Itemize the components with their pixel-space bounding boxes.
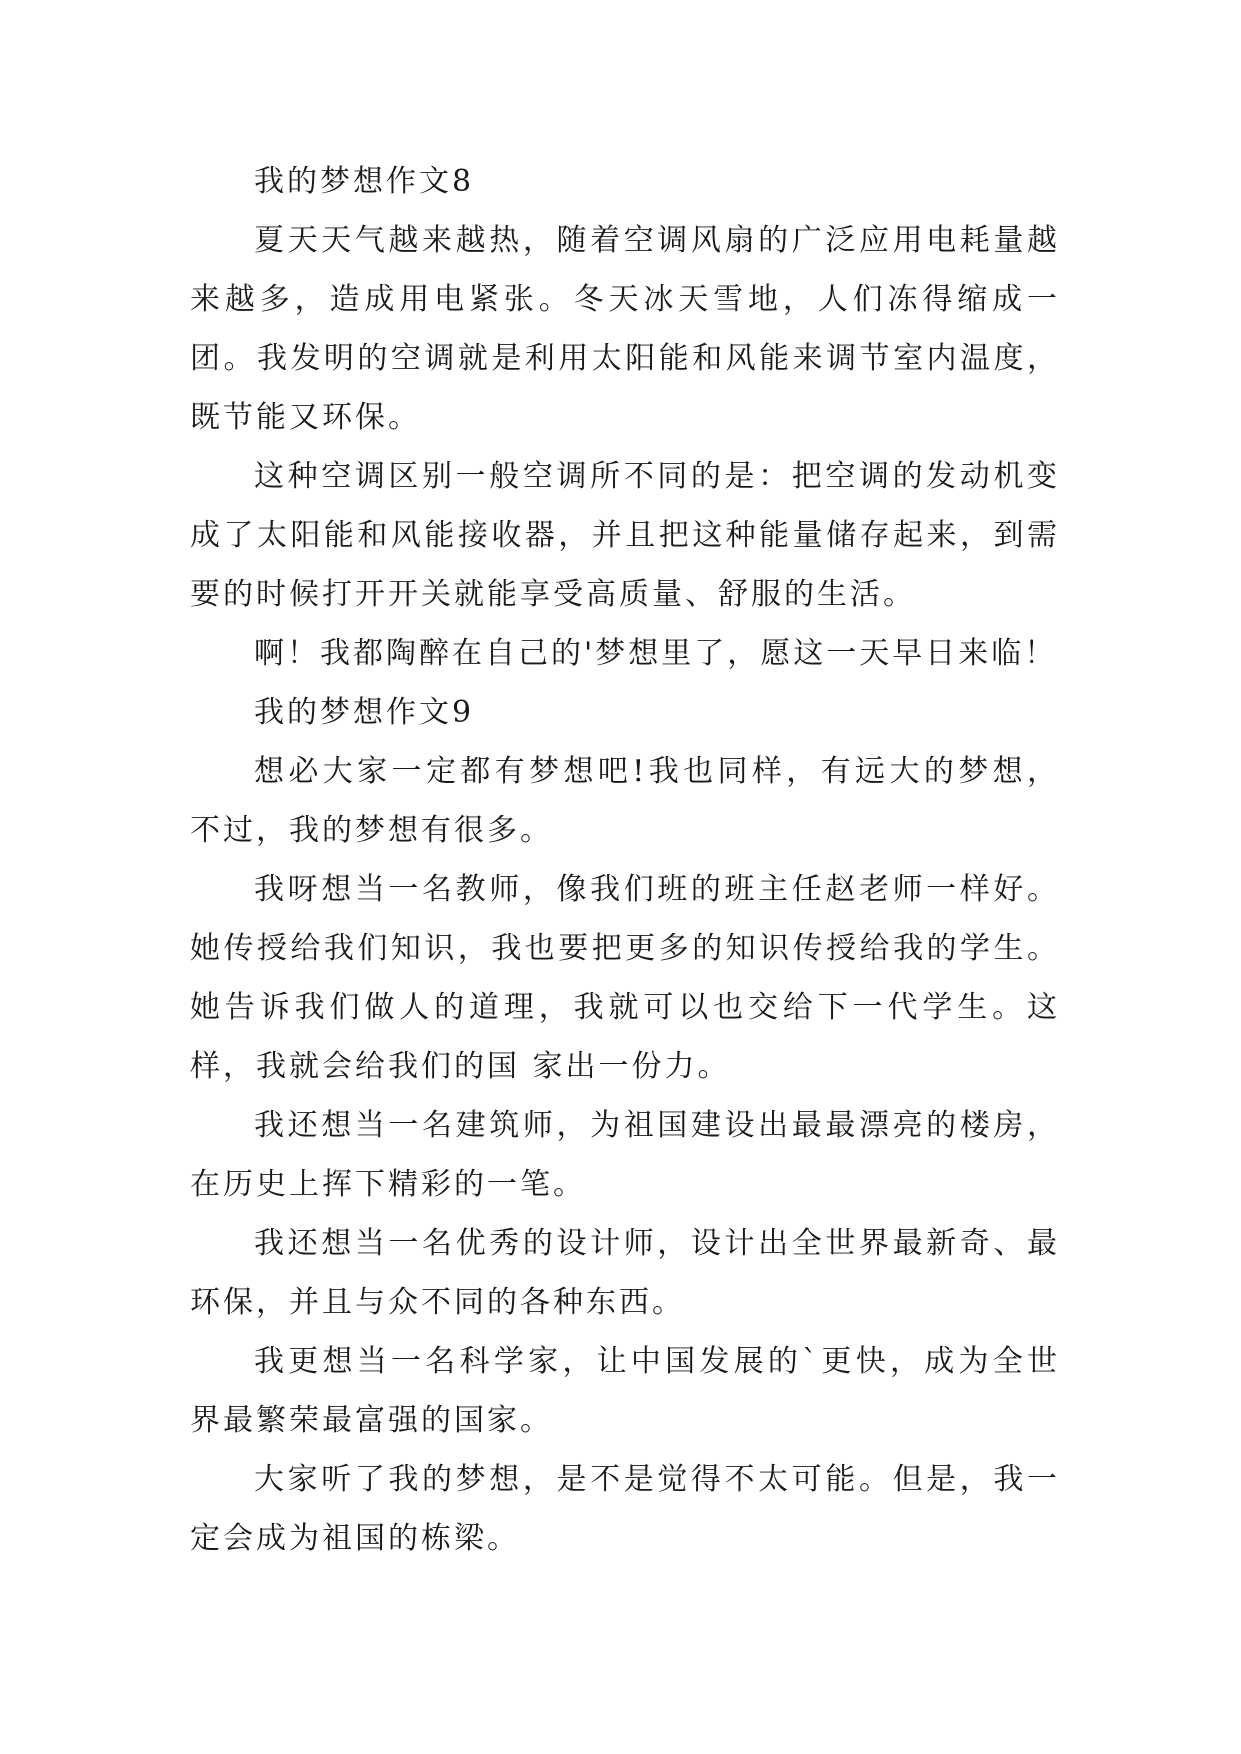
paragraph: 我还想当一名建筑师，为祖国建设出最最漂亮的楼房，在历史上挥下精彩的一笔。 (190, 1108, 1060, 1202)
paragraph: 我呀想当一名教师，像我们班的班主任赵老师一样好。她传授给我们知识，我也要把更多的知识传授给我的学生。她告诉我们做人的道理，我就可以也交给下一代学生。这样，我就会给我们的国 家出一份力。 (190, 872, 1060, 1084)
essay-9-title: 我的梦想作文9 (254, 695, 475, 730)
paragraph: 大家听了我的梦想，是不是觉得不太可能。但是，我一定会成为祖国的栋梁。 (190, 1462, 1060, 1556)
paragraph: 啊！我都陶醉在自己的'梦想里了，愿这一天早日来临！ (254, 636, 1058, 671)
paragraph: 我更想当一名科学家，让中国发展的`更快，成为全世界最繁荣最富强的国家。 (190, 1344, 1060, 1438)
paragraph: 夏天天气越来越热，随着空调风扇的广泛应用电耗量越来越多，造成用电紧张。冬天冰天雪地，人们冻得缩成一团。我发明的空调就是利用太阳能和风能来调节室内温度，既节能又环保。 (190, 223, 1060, 435)
paragraph: 想必大家一定都有梦想吧!我也同样，有远大的梦想，不过，我的梦想有很多。 (190, 754, 1060, 848)
document-body (190, 152, 1060, 1568)
essay-8-title: 我的梦想作文8 (254, 164, 475, 199)
paragraph: 这种空调区别一般空调所不同的是：把空调的发动机变成了太阳能和风能接收器，并且把这种能量储存起来，到需要的时候打开开关就能享受高质量、舒服的生活。 (190, 459, 1060, 612)
paragraph: 我还想当一名优秀的设计师，设计出全世界最新奇、最环保，并且与众不同的各种东西。 (190, 1226, 1060, 1320)
